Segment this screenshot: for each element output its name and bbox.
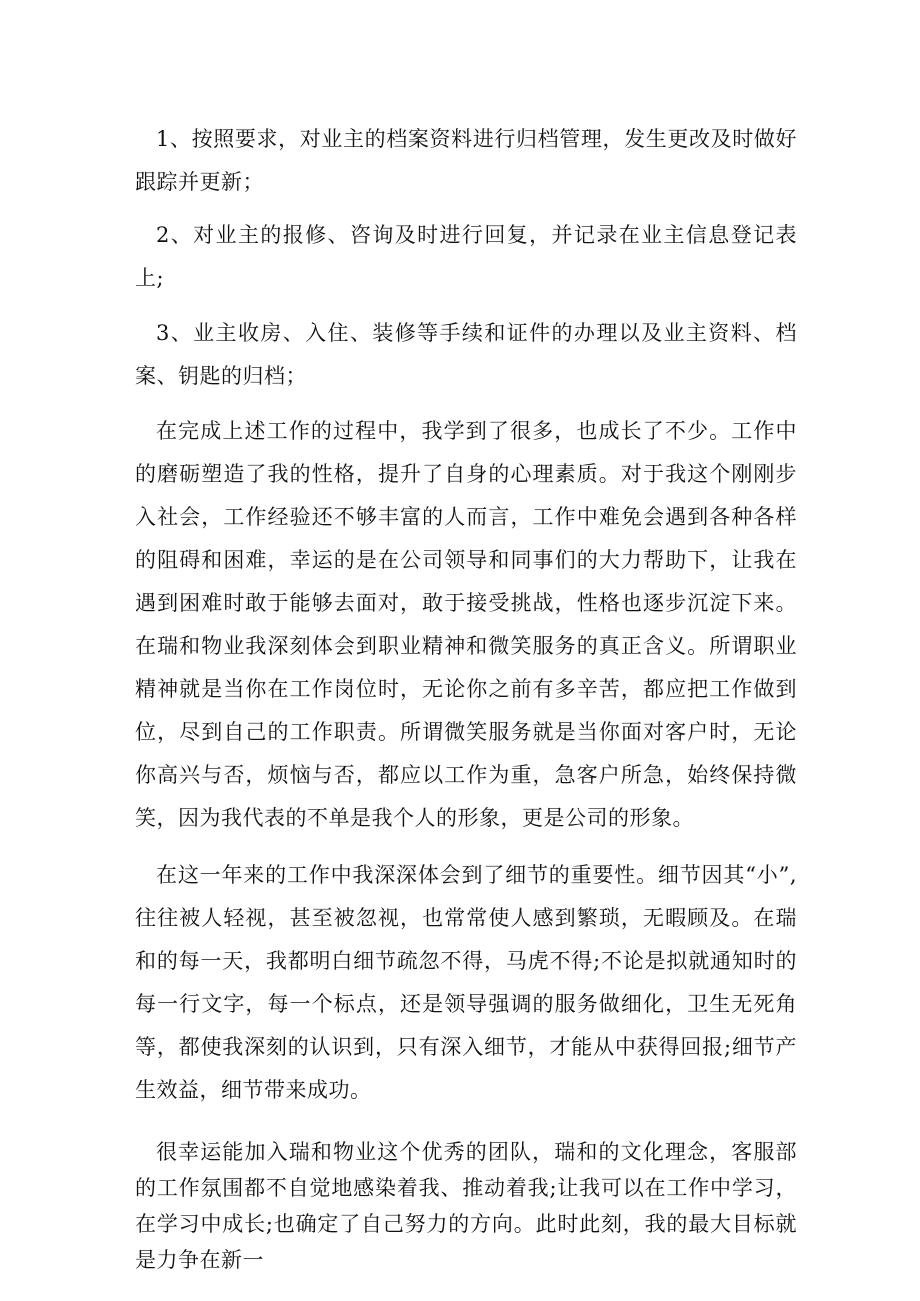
paragraph-item-2: 2、对业主的报修、咨询及时进行回复，并记录在业主信息登记表上; [135,223,797,290]
paragraph-growth: 在完成上述工作的过程中，我学到了很多，也成长了不少。工作中的磨砺塑造了我的性格，提升了自身的心理素质。对于我这个刚刚步入社会，工作经验还不够丰富的人而言，工作中难免会遇到各种各样的阻碍和困难，幸运的是在公司领导和同事们的大力帮助下，让我在遇到困难时敢于能够去面对，敢于接受挑战，性格也逐步沉淀下来。在瑞和物业我深刻体会到职业精神和微笑服务的真正含义。所谓职业精神就是当你在工作岗位时，无论你之前有多辛苦，都应把工作做到位，尽到自己的工作职责。所谓微笑服务就是当你面对客户时，无论你高兴与否，烦恼与否，都应以工作为重，急客户所急，始终保持微笑，因为我代表的不单是我个人的形象，更是公司的形象。 [135,419,797,830]
paragraph-item-1: 1、按照要求，对业主的档案资料进行归档管理，发生更改及时做好跟踪并更新； [135,127,797,194]
document-body [135,118,797,1278]
paragraph-details: 在这一年来的工作中我深深体会到了细节的重要性。细节因其“小”,往往被人轻视，甚至被忽视，也常常使人感到繁琐，无暇顾及。在瑞和的每一天，我都明白细节疏忽不得，马虎不得;不论是拟就通知时的每一行文字，每一个标点，还是领导强调的服务做细化，卫生无死角等，都使我深刻的认识到，只有深入细节，才能从中获得回报;细节产生效益，细节带来成功。 [135,863,797,1102]
paragraph-item-3: 3、业主收房、入住、装修等手续和证件的办理以及业主资料、档案、钥匙的归档； [135,321,797,388]
paragraph-team: 很幸运能加入瑞和物业这个优秀的团队，瑞和的文化理念，客服部的工作氛围都不自觉地感染着我、推动着我;让我可以在工作中学习，在学习中成长;也确定了自己努力的方向。此时此刻，我的最大目标就是力争在新一 [135,1140,797,1272]
